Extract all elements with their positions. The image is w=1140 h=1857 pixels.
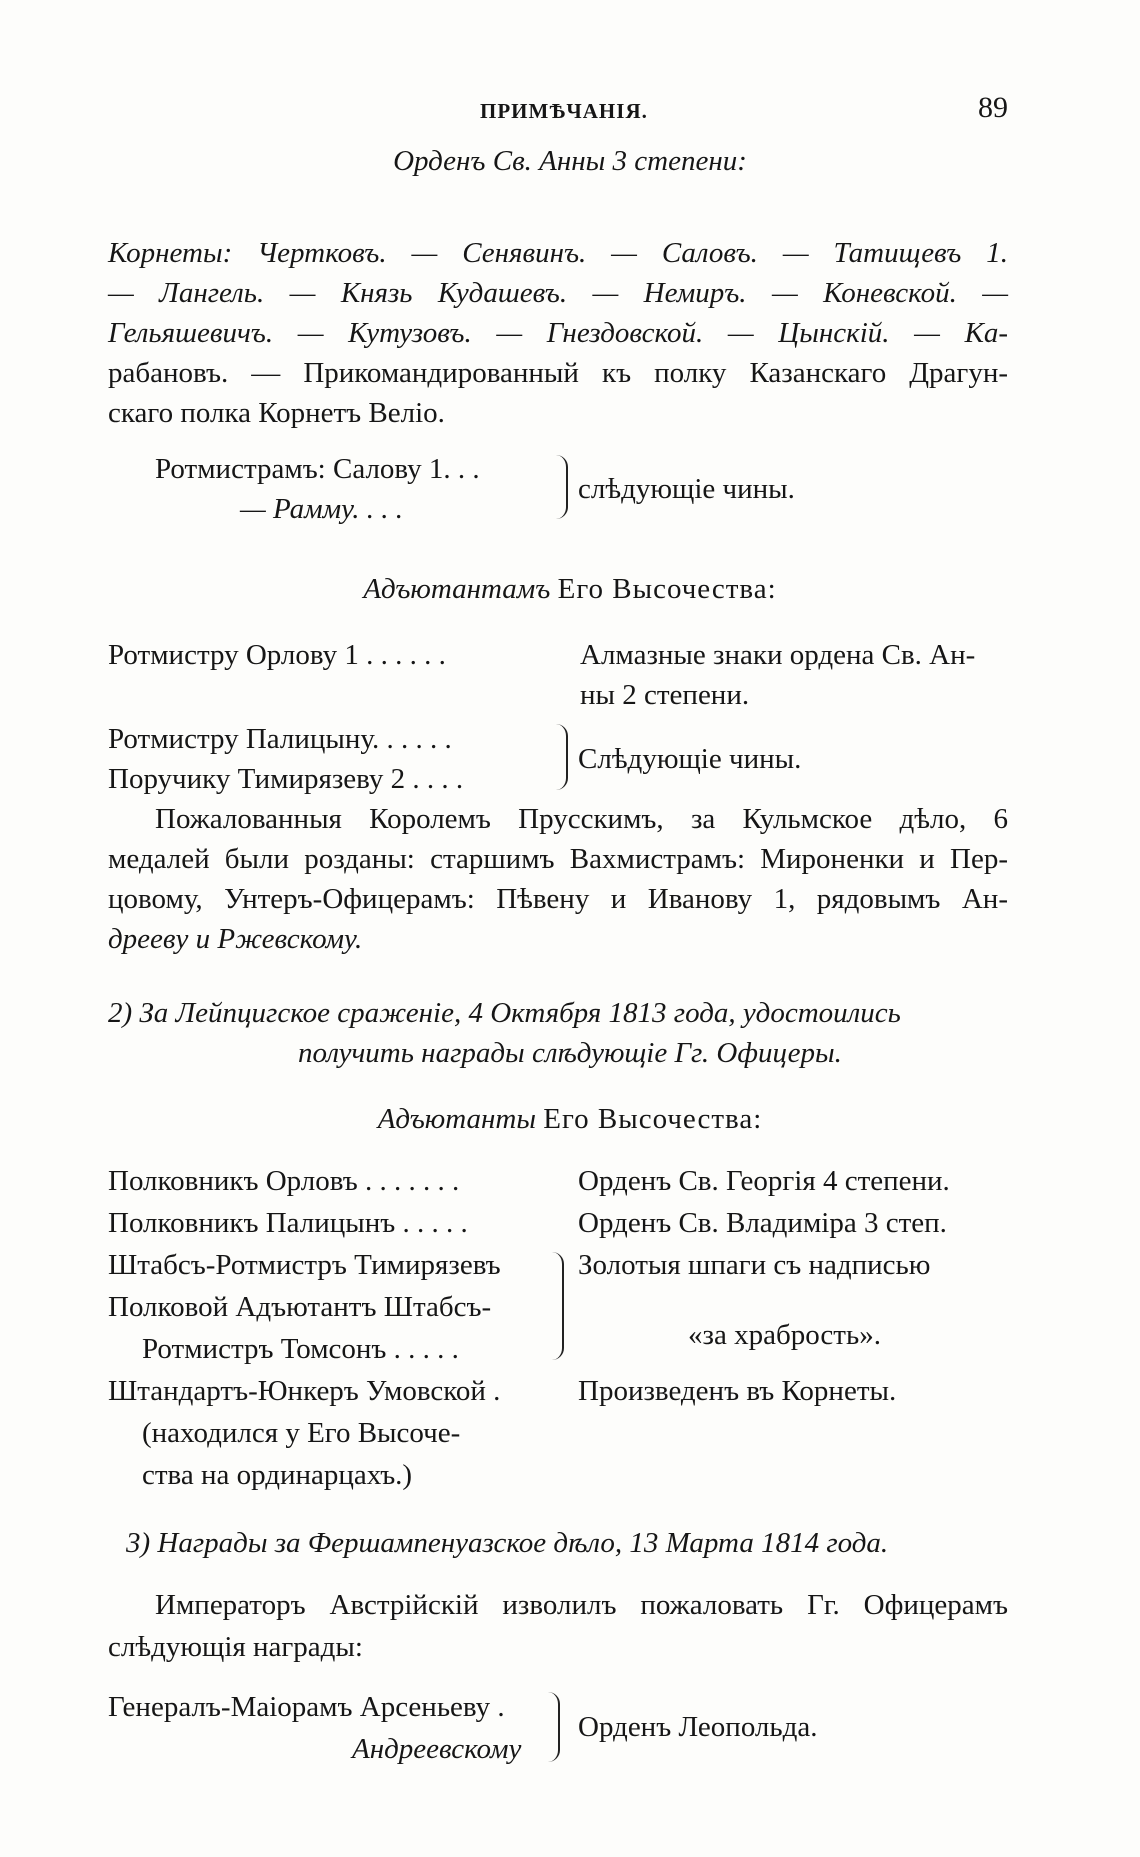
rittmeisters-left-1: Ротмистрамъ: Салову 1. . . xyxy=(155,453,480,485)
last-left-2: (находился у Его Высоче- xyxy=(142,1417,461,1449)
cornets-line-4: рабановъ. — Прикомандированный къ полку Казанскаго Драгун- xyxy=(108,357,1008,389)
leipzig-title-1: 2) За Лейпцигское сраженіе, 4 Октября 1813 года, удостоились xyxy=(108,997,901,1029)
group-left-1: Штабсъ-Ротмистръ Тимирязевъ xyxy=(108,1249,501,1281)
cornets-line-2: — Лангель. — Князь Кудашевъ. — Немиръ. — Коневской. — xyxy=(108,277,1008,309)
generals-left-1: Генералъ-Маіорамъ Арсеньеву . xyxy=(108,1691,505,1723)
palitsyn-left: Ротмистру Палицыну. . . . . . xyxy=(108,723,452,755)
adjutants-heading: Адъютантамъ Его Высочества: xyxy=(363,573,777,605)
orlov-row-right: Орденъ Св. Георгія 4 степени. xyxy=(578,1165,950,1197)
cornets-line-3: Гельяшевичъ. — Кутузовъ. — Гнездовской. — Цынскій. — Ка- xyxy=(108,317,1008,349)
medals-line-3: цовому, Унтеръ-Офицерамъ: Пѣвену и Иванову 1, рядовымъ Ан- xyxy=(108,883,1008,915)
last-right: Произведенъ въ Корнеты. xyxy=(578,1375,897,1407)
brace xyxy=(552,1252,564,1360)
page-number: 89 xyxy=(978,91,1008,124)
group-right-2: «за храбрость». xyxy=(688,1319,881,1351)
brace xyxy=(556,724,568,790)
emperor-line-1: Императоръ Австрійскій изволилъ пожаловать Гг. Офицерамъ xyxy=(155,1589,1008,1621)
generals-right: Орденъ Леопольда. xyxy=(578,1711,818,1743)
running-title: ПРИМѢЧАНІЯ. xyxy=(480,99,648,123)
generals-left-2: Андреевскому xyxy=(352,1733,522,1765)
leipzig-title-2: получить награды слѣдующіе Гг. Офицеры. xyxy=(298,1037,842,1069)
emperor-line-2: слѣдующія награды: xyxy=(108,1631,363,1663)
cornets-line-1: Корнеты: Чертковъ. — Сенявинъ. — Саловъ. — Татищевъ 1. xyxy=(108,237,1008,269)
orlov-right-1: Алмазные знаки ордена Св. Ан- xyxy=(580,639,976,671)
cornets-line-5: скаго полка Корнетъ Веліо. xyxy=(108,397,445,429)
orlov-right-2: ны 2 степени. xyxy=(580,679,750,711)
orlov-row-left: Полковникъ Орловъ . . . . . . . xyxy=(108,1165,460,1197)
brace xyxy=(556,455,568,519)
medals-line-2: медалей были розданы: старшимъ Вахмистрамъ: Мироненки и Пер- xyxy=(108,843,1008,875)
rittmeisters-left-2: — Рамму. . . . xyxy=(240,493,403,525)
last-left-3: ства на ординарцахъ.) xyxy=(142,1459,413,1491)
last-left-1: Штандартъ-Юнкеръ Умовской . xyxy=(108,1375,501,1407)
order-anna-heading: Орденъ Св. Анны 3 степени: xyxy=(393,145,747,177)
palitsyn-row-left: Полковникъ Палицынъ . . . . . xyxy=(108,1207,468,1239)
brace xyxy=(548,1692,560,1762)
palitsyn-row-right: Орденъ Св. Владиміра 3 степ. xyxy=(578,1207,947,1239)
group-right-1: Золотыя шпаги съ надписью xyxy=(578,1249,931,1281)
medals-line-1: Пожалованныя Королемъ Прусскимъ, за Кульмское дѣло, 6 xyxy=(155,803,1008,835)
fershampenuaz-title: 3) Награды за Фершампенуазское дѣло, 13 Марта 1814 года. xyxy=(126,1527,889,1559)
timiryazev-left: Поручику Тимирязеву 2 . . . . xyxy=(108,763,464,795)
group-left-2: Полковой Адъютантъ Штабсъ- xyxy=(108,1291,492,1323)
orlov-left: Ротмистру Орлову 1 . . . . . . xyxy=(108,639,446,671)
medals-line-4: дрееву и Ржевскому. xyxy=(108,923,363,955)
adjutants-heading-2: Адъютанты Его Высочества: xyxy=(377,1103,763,1135)
palitsyn-right: Слѣдующіе чины. xyxy=(578,743,802,775)
rittmeisters-right: слѣдующіе чины. xyxy=(578,473,795,505)
group-left-3: Ротмистръ Томсонъ . . . . . xyxy=(142,1333,459,1365)
